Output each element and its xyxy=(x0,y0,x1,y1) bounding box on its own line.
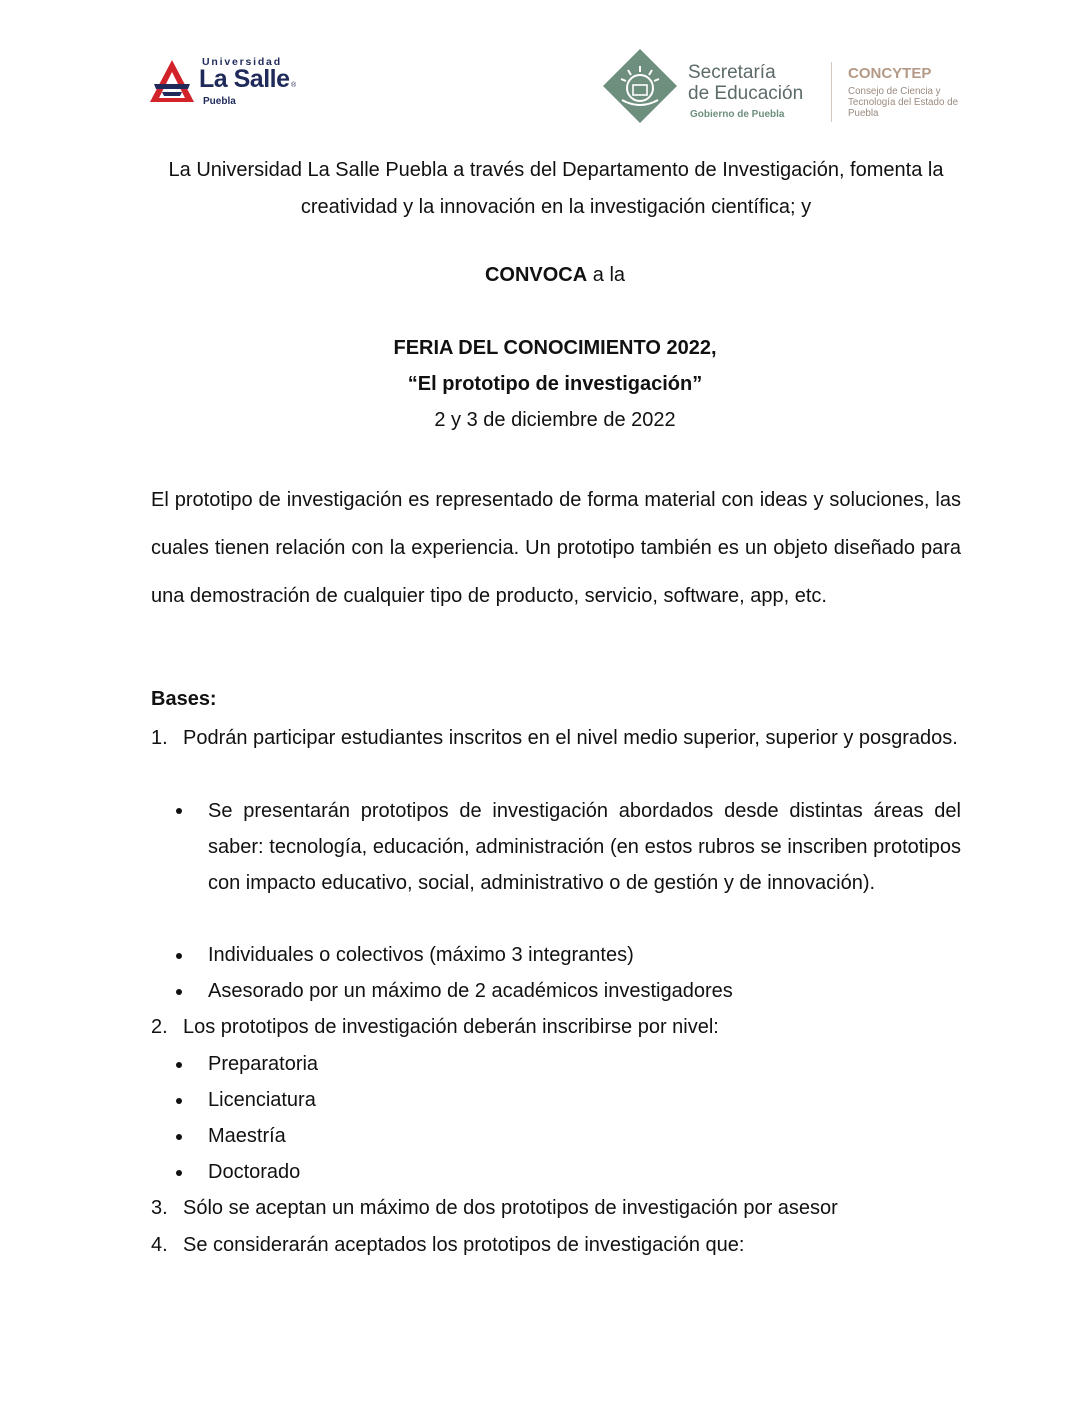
list-item-number: 2. xyxy=(151,1016,168,1038)
sep-title-line2: de Educación xyxy=(688,83,804,104)
intro-paragraph: La Universidad La Salle Puebla a través del Departamento de Investigación, fomenta la creatividad y la innovación en la investigación científica; y xyxy=(168,159,944,218)
list-item: Los prototipos de investigación deberán inscribirse por nivel: xyxy=(183,1016,719,1038)
lasalle-city-text: Puebla xyxy=(203,96,236,107)
lasalle-logo xyxy=(148,56,308,108)
bullet-item: Individuales o colectivos (máximo 3 integrantes) xyxy=(208,944,634,966)
bullet-icon xyxy=(176,1062,182,1068)
feria-subtitle: “El prototipo de investigación” xyxy=(407,373,703,395)
list-item: Sólo se aceptan un máximo de dos prototipos de investigación por asesor xyxy=(183,1197,838,1219)
bullet-icon xyxy=(176,808,182,814)
convoca-rest: a la xyxy=(587,264,626,286)
bullet-item: Maestría xyxy=(208,1125,286,1147)
convoca-bold: CONVOCA xyxy=(484,264,588,286)
bullet-icon xyxy=(176,989,182,995)
feria-date: 2 y 3 de diciembre de 2022 xyxy=(434,409,676,431)
logo-divider xyxy=(831,62,832,122)
convoca-line xyxy=(0,264,1088,287)
concytep-title: CONCYTEP xyxy=(848,65,932,82)
sep-gobierno-text: Gobierno de Puebla xyxy=(690,109,785,120)
concytep-subtitle: Consejo de Ciencia y Tecnología del Estado de Puebla xyxy=(848,86,959,119)
bullet-item: Licenciatura xyxy=(208,1089,316,1111)
lasalle-name-text: La Salle xyxy=(199,65,290,93)
description-paragraph: El prototipo de investigación es representado de forma material con ideas y soluciones, las cuales tienen relación con la experiencia. Un prototipo también es un objeto diseñado para una demostración de cualquier tipo de producto, servicio, software, app, etc. xyxy=(151,489,961,607)
list-item: Podrán participar estudiantes inscritos en el nivel medio superior, superior y posgrados. xyxy=(183,727,958,749)
bases-title: Bases: xyxy=(151,688,217,710)
page-header xyxy=(0,0,1088,135)
feria-title: FERIA DEL CONOCIMIENTO 2022, xyxy=(393,337,717,359)
bullet-item: Preparatoria xyxy=(208,1053,319,1075)
bullet-item: Doctorado xyxy=(208,1161,301,1183)
lasalle-univ-text: Universidad xyxy=(202,56,282,68)
sep-emblem-icon xyxy=(602,48,678,124)
lasalle-registered-mark: ® xyxy=(291,82,297,89)
list-item-number: 3. xyxy=(151,1197,168,1219)
bullet-icon xyxy=(176,953,182,959)
bullet-icon xyxy=(176,1134,182,1140)
bullet-item: Asesorado por un máximo de 2 académicos investigadores xyxy=(208,980,733,1002)
sep-title-line1: Secretaría xyxy=(688,62,776,83)
list-item-number: 1. xyxy=(151,727,168,749)
list-item: Se considerarán aceptados los prototipos de investigación que: xyxy=(183,1234,745,1256)
list-item-number: 4. xyxy=(151,1234,168,1256)
bullet-item: Se presentarán prototipos de investigación abordados desde distintas áreas del saber: tecnología, educación, administración (en estos rubros se inscriben prototipos con impacto educativo, social, administrativo o de gestión y de innovación). xyxy=(208,800,961,894)
bullet-icon xyxy=(176,1170,182,1176)
lasalle-emblem-icon xyxy=(148,58,196,104)
bullet-icon xyxy=(176,1098,182,1104)
